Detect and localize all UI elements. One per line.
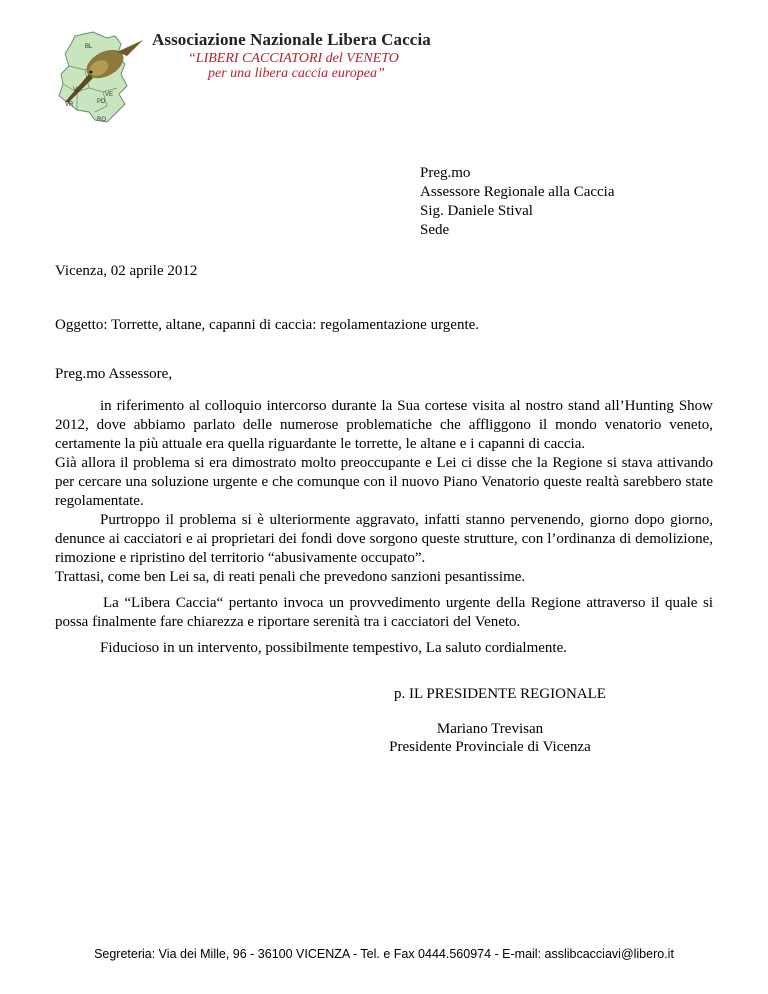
- footer-contact: Segreteria: Via dei Mille, 96 - 36100 VICENZA - Tel. e Fax 0444.560974 - E-mail: asslibcacciavi@libero.it: [94, 947, 674, 961]
- map-label-bl: BL: [85, 44, 93, 50]
- greeting: Preg.mo Assessore,: [55, 366, 173, 382]
- recipient-role: Assessore Regionale alla Caccia: [420, 184, 615, 200]
- recipient-name: Sig. Daniele Stival: [420, 203, 533, 219]
- association-logo: [55, 30, 147, 126]
- map-label-ve: VE: [105, 92, 114, 98]
- map-label-vi: VI: [73, 87, 79, 93]
- association-subtitle: “LIBERI CACCIATORI del VENETO: [188, 51, 399, 66]
- recipient-block: [420, 164, 615, 240]
- association-name: Associazione Nazionale Libera Caccia: [152, 30, 431, 49]
- signature-name: Mariano Trevisan: [436, 721, 544, 737]
- date-line: Vicenza, 02 aprile 2012: [55, 263, 198, 279]
- map-label-ro: RO: [97, 117, 106, 123]
- body-paragraph-2: Già allora il problema si era dimostrato molto preoccupante e Lei ci disse che la Regione si stava attivando per cercare una soluzione urgente e che comunque con il nuovo Piano Venatorio queste realtà sarebbero state regolamentate.: [55, 455, 713, 509]
- recipient-location: Sede: [420, 222, 450, 238]
- body-paragraph-5: La “Libera Caccia“ pertanto invoca un provvedimento urgente della Regione attraverso il quale si possa finalmente fare chiarezza e riportare serenità tra i cacciatori del Veneto.: [55, 595, 713, 630]
- association-motto: per una libera caccia europea”: [208, 66, 385, 81]
- body-paragraph-3: Purtroppo il problema si è ulteriormente aggravato, infatti stanno pervenendo, giorno dopo giorno, denunce ai cacciatori e ai proprietari dei fondi dove sorgono queste strutture, con l’ordinanza di demolizione, rimozione e ripristino del territorio “abusivamente occupato”.: [55, 512, 713, 566]
- body-paragraph-4: Trattasi, come ben Lei sa, di reati penali che prevedono sanzioni pesantissime.: [55, 569, 526, 585]
- body-paragraph-1: in riferimento al colloquio intercorso durante la Sua cortese visita al nostro stand all’Hunting Show 2012, dove abbiamo parlato delle numerose problematiche che affliggono il mondo venatorio veneto, certamente la più attuale era quella riguardante le torrette, le altane e i capanni di caccia.: [55, 398, 713, 452]
- map-label-vr: VR: [65, 102, 74, 108]
- subject-line: Oggetto: Torrette, altane, capanni di caccia: regolamentazione urgente.: [55, 317, 480, 333]
- signature-for-line: p. IL PRESIDENTE REGIONALE: [394, 686, 606, 702]
- body-paragraph-6: Fiducioso in un intervento, possibilmente tempestivo, La saluto cordialmente.: [100, 640, 567, 656]
- signature-title: Presidente Provinciale di Vicenza: [389, 739, 591, 755]
- recipient-salutation: Preg.mo: [420, 165, 471, 181]
- map-label-pd: PD: [97, 99, 106, 105]
